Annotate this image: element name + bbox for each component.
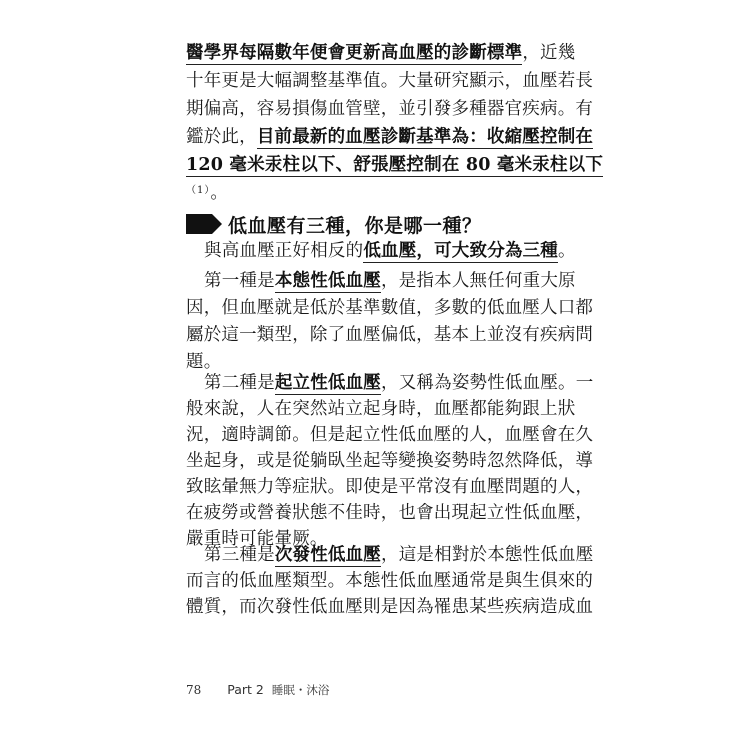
text: 。 xyxy=(210,183,229,203)
reference-marker: （1） xyxy=(186,185,211,196)
p2-line-6: 在疲勞或營養狀態不佳時，也會出現起立性低血壓， xyxy=(186,503,594,523)
arrow-marker-icon xyxy=(186,214,222,234)
emphasis-text: 低血壓，可大致分為三種 xyxy=(363,241,559,261)
p2-line-1 xyxy=(204,370,594,396)
text: ，這是相對於本態性低血壓 xyxy=(381,545,594,565)
chapter-name: 睡眠・沐浴 xyxy=(271,683,330,697)
p2-line-5: 致眩暈無力等症狀。即使是平常沒有血壓問題的人， xyxy=(186,477,594,497)
intro-line-4 xyxy=(186,124,594,150)
text: 鑑於此， xyxy=(186,127,257,147)
intro-line-6 xyxy=(186,180,228,206)
intro-line-2: 十年更是大幅調整基準值。大量研究顯示，血壓若長 xyxy=(186,71,594,91)
p1-line-4: 題。 xyxy=(186,352,222,372)
text: 第二種是 xyxy=(204,373,275,393)
emphasis-text: 120 毫米汞柱以下、舒張壓控制在 80 毫米汞柱以下 xyxy=(186,155,604,175)
p3-line-2: 而言的低血壓類型。本態性低血壓通常是與生俱來的 xyxy=(186,571,594,591)
page-footer xyxy=(186,682,329,698)
section-heading xyxy=(186,210,482,238)
section-heading-text: 低血壓有三種，你是哪一種？ xyxy=(228,214,482,237)
emphasis-text: 本態性低血壓 xyxy=(274,271,382,291)
page-number: 78 xyxy=(186,683,202,697)
p1-line-2: 因，但血壓就是低於基準數值，多數的低血壓人口都 xyxy=(186,298,594,318)
text: ，是指本人無任何重大原 xyxy=(381,271,576,291)
lead-line xyxy=(204,238,576,264)
intro-line-5 xyxy=(186,152,604,178)
text: 與高血壓正好相反的 xyxy=(204,241,364,261)
p2-line-3: 況，適時調節。但是起立性低血壓的人，血壓會在久 xyxy=(186,425,594,445)
p2-line-2: 般來說，人在突然站立起身時，血壓都能夠跟上狀 xyxy=(186,399,576,419)
emphasis-text: 次發性低血壓 xyxy=(274,545,382,565)
emphasis-text: 起立性低血壓 xyxy=(274,373,382,393)
p3-line-3: 體質，而次發性低血壓則是因為罹患某些疾病造成血 xyxy=(186,597,594,617)
intro-line-3: 期偏高，容易損傷血管壁，並引發多種器官疾病。有 xyxy=(186,99,594,119)
intro-line-1 xyxy=(186,40,576,66)
part-label: Part 2 xyxy=(227,682,264,697)
text: 第一種是 xyxy=(204,271,275,291)
text: ，近幾 xyxy=(522,43,576,63)
p2-line-7: 嚴重時可能暈厥。 xyxy=(186,529,328,549)
p2-line-4: 坐起身，或是從躺臥坐起等變換姿勢時忽然降低，導 xyxy=(186,451,594,471)
text: 第三種是 xyxy=(204,545,275,565)
text: ，又稱為姿勢性低血壓。一 xyxy=(381,373,594,393)
p3-line-1 xyxy=(204,542,594,568)
p1-line-1 xyxy=(204,268,576,294)
text: 。 xyxy=(558,241,576,261)
emphasis-text: 醫學界每隔數年便會更新高血壓的診斷標準 xyxy=(186,43,523,63)
emphasis-text: 目前最新的血壓診斷基準為：收縮壓控制在 xyxy=(256,127,594,147)
p1-line-3: 屬於這一類型，除了血壓偏低，基本上並沒有疾病問 xyxy=(186,325,594,345)
